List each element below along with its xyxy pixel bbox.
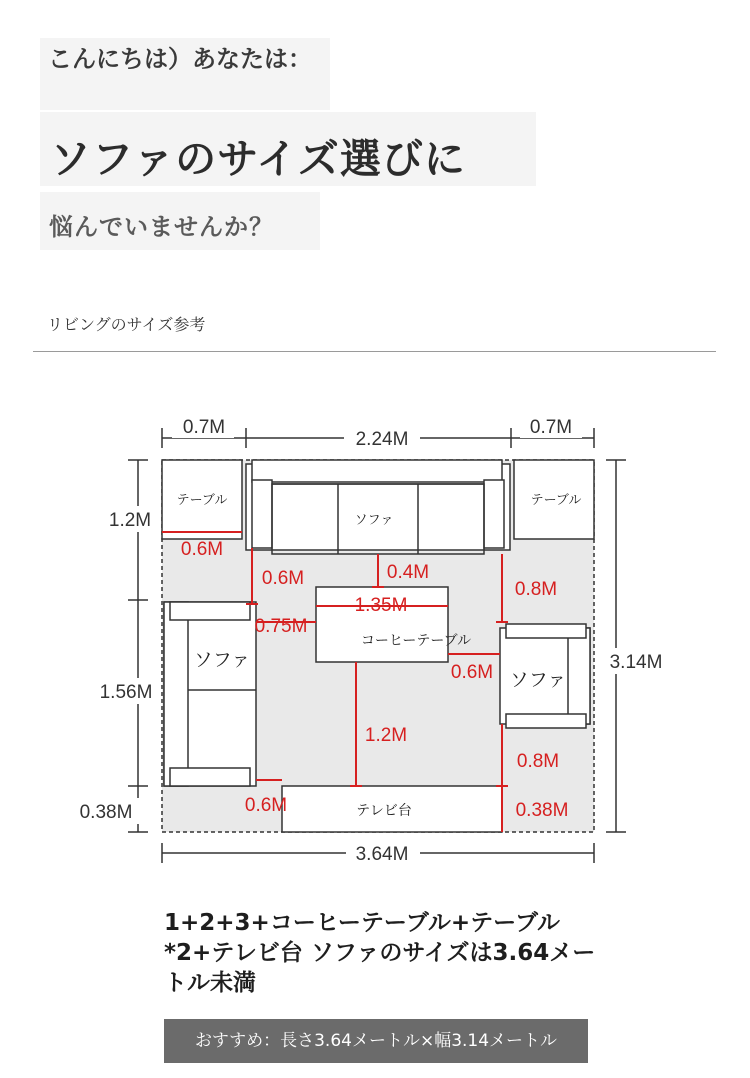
sofa-right-label: ソファ [509, 670, 567, 691]
dim-left-top: 1.2M [108, 510, 152, 531]
page-subtitle: 悩んでいませんか？ [49, 213, 274, 241]
side-table-left-label: テーブル [176, 492, 228, 507]
section-divider [33, 351, 716, 352]
gap-left-table: 0.6M [180, 539, 224, 560]
summary-text: 1+2+3+コーヒーテーブル+テーブル*2+テレビ台 ソファのサイズは3.64メートル未満 [164, 910, 596, 996]
sofa-left-label: ソファ [193, 650, 251, 671]
gap-sofa-top-left: 0.6M [261, 568, 305, 589]
gap-left-sofa-bottom: 0.6M [244, 795, 288, 816]
sofa-top [246, 460, 510, 554]
coffee-table-label: コーヒーテーブル [360, 632, 472, 648]
gap-coffee-to-tv: 1.2M [364, 725, 408, 746]
right-dimension-line [606, 460, 626, 832]
sofa-left [164, 602, 256, 786]
dim-left-middle: 1.56M [99, 682, 153, 703]
dim-top-left: 0.7M [182, 417, 226, 438]
gap-coffee-right: 0.6M [450, 662, 494, 683]
greeting-text: こんにちは）あなたは： [48, 45, 312, 73]
gap-sofa-top-center: 0.4M [386, 562, 430, 583]
recommendation-bar: おすすめ：長さ3.64メートル×幅3.14メートル [164, 1019, 588, 1063]
tv-stand-label: テレビ台 [356, 802, 412, 818]
gap-right-bottom: 0.38M [515, 800, 569, 821]
dim-left-bottom: 0.38M [79, 802, 133, 823]
coffee-table-width: 1.35M [354, 595, 408, 616]
living-room-floor-plan [0, 380, 750, 880]
dim-right: 3.14M [609, 652, 663, 673]
page-title: ソファのサイズ選びに [50, 135, 466, 183]
dim-top-center: 2.24M [355, 429, 409, 450]
gap-right-sofa-top: 0.8M [514, 579, 558, 600]
gap-right-sofa-bottom: 0.8M [516, 751, 560, 772]
sofa-top-label: ソファ [354, 512, 394, 527]
dim-bottom: 3.64M [355, 844, 409, 865]
gap-coffee-left: 0.75M [254, 616, 308, 637]
section-label: リビングのサイズ参考 [47, 315, 206, 334]
dim-top-right: 0.7M [529, 417, 573, 438]
side-table-right-label: テーブル [530, 492, 582, 507]
